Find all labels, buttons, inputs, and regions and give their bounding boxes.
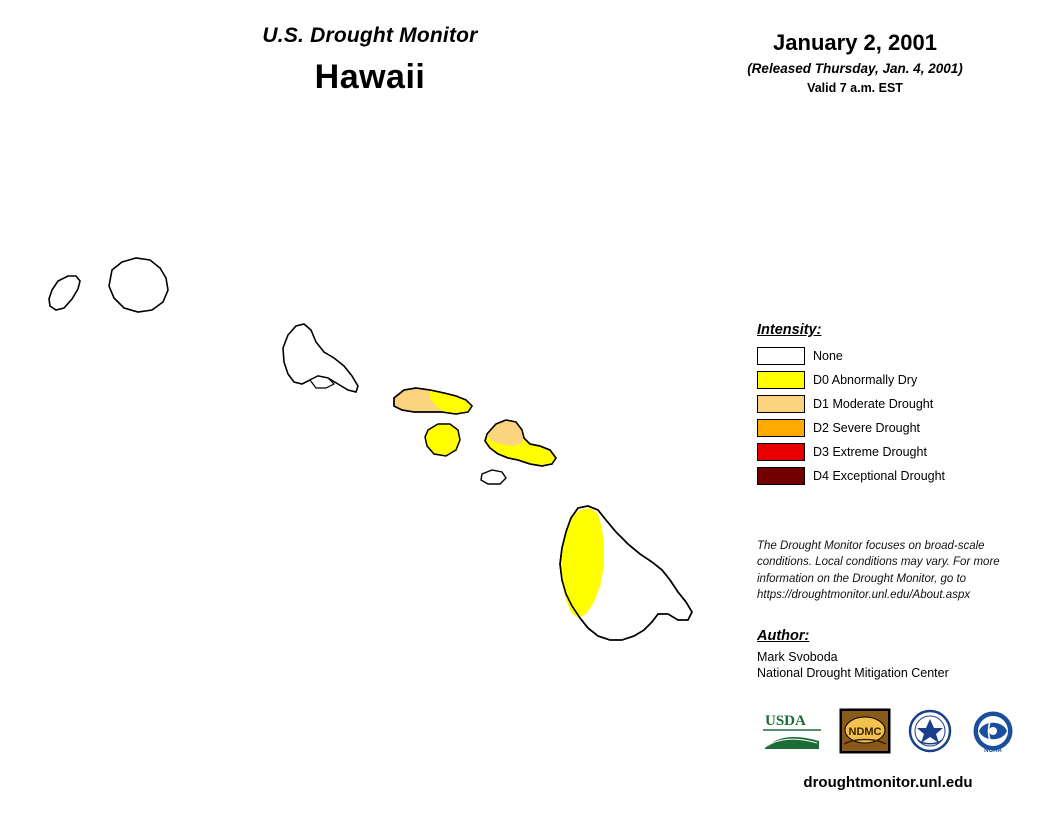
island-kahoolawe <box>481 470 506 484</box>
ndmc-logo <box>839 708 891 759</box>
author-name: Mark Svoboda <box>757 650 838 664</box>
legend-swatch-d0 <box>757 371 805 389</box>
island-niihau <box>49 276 80 310</box>
svg-text:NOAA: NOAA <box>984 748 1002 754</box>
legend-label-d1: D1 Moderate Drought <box>813 397 934 411</box>
island-molokai <box>394 388 472 414</box>
legend-item-d4 <box>757 465 1022 487</box>
usda-logo <box>761 708 823 759</box>
island-maui <box>485 420 556 466</box>
legend-label-d0: D0 Abnormally Dry <box>813 373 918 387</box>
legend-item-d3 <box>757 441 1022 463</box>
legend-item-d1 <box>757 393 1022 415</box>
page-title: U.S. Drought Monitor <box>262 24 478 47</box>
legend-label-d3: D3 Extreme Drought <box>813 445 927 459</box>
legend-item-d2 <box>757 417 1022 439</box>
logo-row <box>757 708 1019 764</box>
legend-swatch-d4 <box>757 467 805 485</box>
title-block <box>160 24 580 97</box>
legend-item-none <box>757 345 1022 367</box>
island-oahu <box>283 324 358 392</box>
date-block <box>690 30 1020 95</box>
author-organization: National Drought Mitigation Center <box>757 666 949 680</box>
legend-title: Intensity: <box>757 322 822 338</box>
noaa-logo <box>969 708 1017 759</box>
legend-swatch-d3 <box>757 443 805 461</box>
author-block <box>757 628 1027 680</box>
legend-label-none: None <box>813 349 843 363</box>
valid-time: Valid 7 a.m. EST <box>807 81 903 95</box>
legend-label-d4: D4 Exceptional Drought <box>813 469 946 483</box>
legend <box>757 322 1022 489</box>
island-hawaii <box>560 506 692 640</box>
region-title: Hawaii <box>314 58 426 96</box>
svg-text:NDMC: NDMC <box>848 726 882 738</box>
island-kauai <box>109 258 168 312</box>
legend-item-d0 <box>757 369 1022 391</box>
svg-text:USDA: USDA <box>765 713 806 729</box>
island-lanai <box>425 424 460 456</box>
hawaii-drought-map <box>0 150 740 730</box>
release-date: (Released Thursday, Jan. 4, 2001) <box>747 61 963 76</box>
legend-swatch-d1 <box>757 395 805 413</box>
legend-swatch-d2 <box>757 419 805 437</box>
usda-seal-logo <box>905 708 955 759</box>
author-heading: Author: <box>757 628 810 644</box>
disclaimer-text: The Drought Monitor focuses on broad-scale conditions. Local conditions may vary. For more information on the Drought Monitor, go to https://droughtmonitor.unl.edu/About.aspx <box>757 540 1000 601</box>
footer-url[interactable]: droughtmonitor.unl.edu <box>803 774 973 791</box>
map-date: January 2, 2001 <box>773 30 937 55</box>
legend-swatch-none <box>757 347 805 365</box>
legend-label-d2: D2 Severe Drought <box>813 421 921 435</box>
